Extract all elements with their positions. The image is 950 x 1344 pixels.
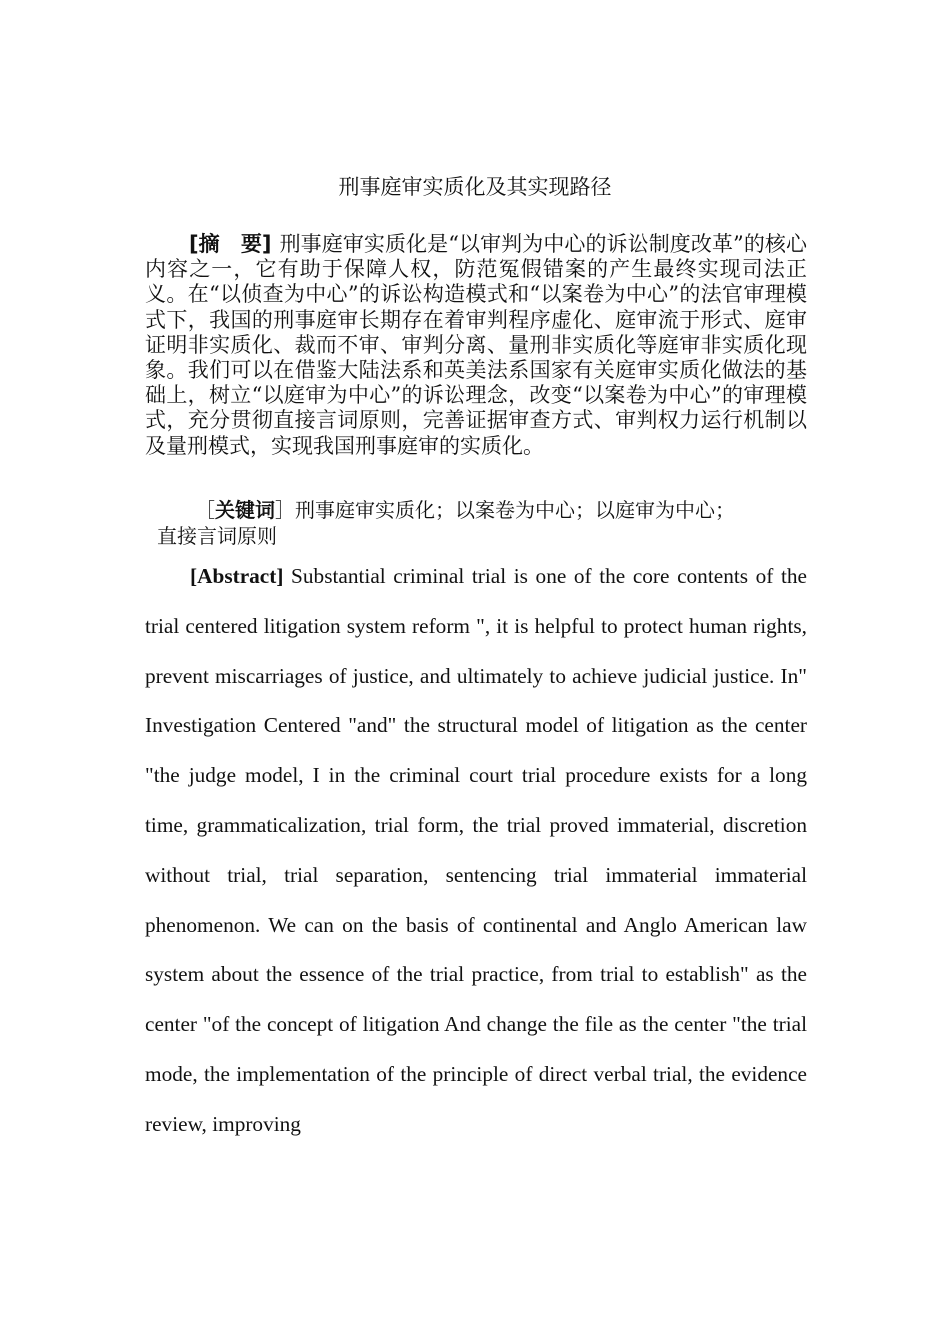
keywords-bracket-close: ］ xyxy=(275,498,295,522)
chinese-keywords-text: 刑事庭审实质化；以案卷为中心；以庭审为中心； xyxy=(295,498,735,522)
chinese-keywords-label: 关键词 xyxy=(215,498,275,522)
chinese-keywords-continuation: 直接言词原则 xyxy=(157,524,277,548)
english-abstract-label: [Abstract] xyxy=(190,564,284,588)
chinese-abstract-label: [摘 要] xyxy=(189,232,272,256)
document-title: 刑事庭审实质化及其实现路径 xyxy=(338,175,612,199)
chinese-keywords-line xyxy=(145,497,807,523)
keywords-bracket-open: ［ xyxy=(195,498,215,522)
english-abstract xyxy=(145,552,807,1150)
chinese-abstract xyxy=(145,232,807,459)
english-abstract-text: Substantial criminal trial is one of the core contents of the trial centered litigation system reform ", it is helpful to protect human rights, prevent miscarriages of justice, and ultimately to achieve judicial justice. In" Investigation Centered "and" the structural model of litigation as the center "the judge model, I in the criminal court trial procedure exists for a long time, grammaticalization, trial form, the trial proved immaterial, discretion without trial, trial separation, sentencing trial immaterial immaterial phenomenon. We can on the basis of continental and Anglo American law system about the essence of the trial practice, from trial to establish" as the center "of the concept of litigation And change the file as the center "the trial mode, the implementation of the principle of direct verbal trial, the evidence review, improving xyxy=(145,564,807,1136)
chinese-keywords xyxy=(145,497,807,549)
chinese-abstract-text: 刑事庭审实质化是“以审判为中心的诉讼制度改革”的核心内容之一，它有助于保障人权，防范冤假错案的产生最终实现司法正义。在“以侦查为中心”的诉讼构造模式和“以案卷为中心”的法官审理模式下，我国的刑事庭审长期存在着审判程序虚化、庭审流于形式、庭审证明非实质化、裁而不审、审判分离、量刑非实质化等庭审非实质化现象。我们可以在借鉴大陆法系和英美法系国家有关庭审实质化做法的基础上，树立“以庭审为中心”的诉讼理念，改变“以案卷为中心”的审理模式，充分贯彻直接言词原则，完善证据审查方式、审判权力运行机制以及量刑模式，实现我国刑事庭审的实质化。 xyxy=(145,232,807,458)
